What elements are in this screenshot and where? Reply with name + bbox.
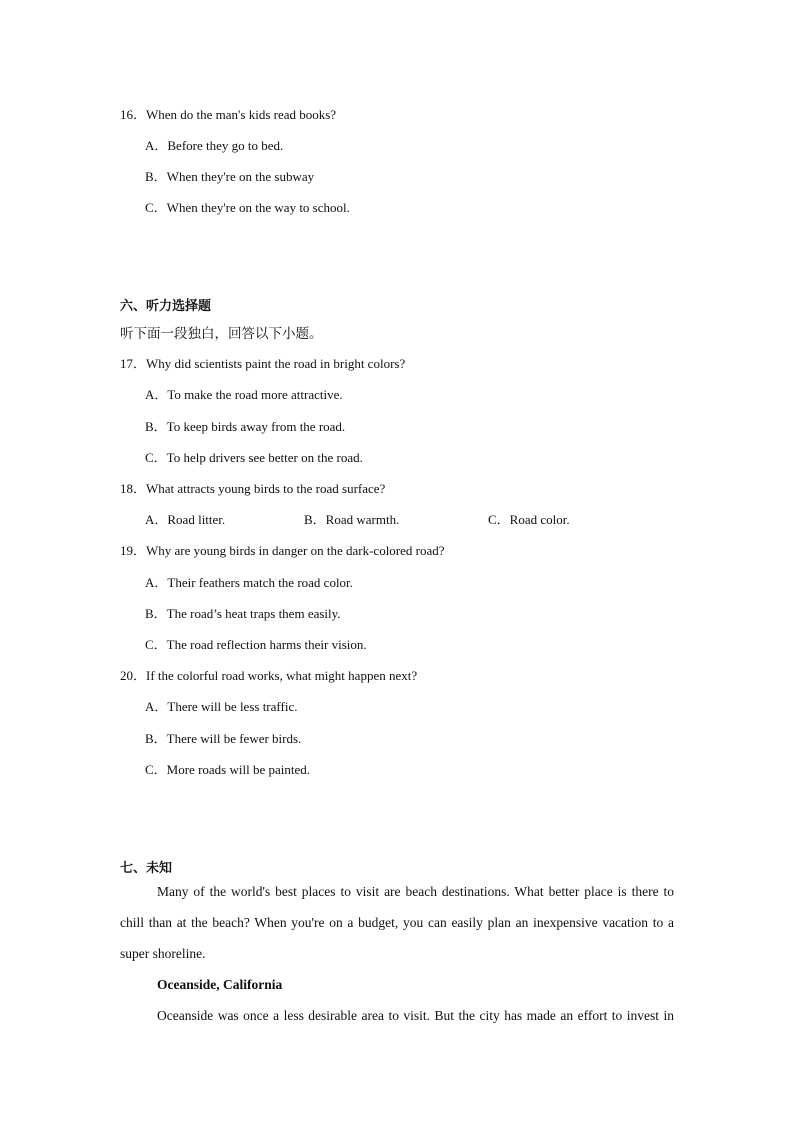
question-19: 19．Why are young birds in danger on the dark-colored road? [120,543,445,558]
q17-option-b: B．To keep birds away from the road. [145,419,346,434]
question-16: 16．When do the man's kids read books? [120,107,337,122]
q19-option-b: B．The road’s heat traps them easily. [145,606,341,621]
q17-option-a: A．To make the road more attractive. [145,387,343,402]
question-17: 17．Why did scientists paint the road in bright colors? [120,356,406,371]
section-6-instruction: 听下面一段独白，回答以下小题。 [120,326,323,341]
q20-option-b: B．There will be fewer birds. [145,731,302,746]
q19-option-a: A．Their feathers match the road color. [145,575,353,590]
q16-option-c: C．When they're on the way to school. [145,200,350,215]
section-7-title: 七、未知 [120,860,173,875]
q18-option-c: C．Road color. [488,512,570,527]
q16-option-b: B．When they're on the subway [145,169,315,184]
q19-option-c: C．The road reflection harms their vision. [145,637,367,652]
q18-option-b: B．Road warmth. [304,512,400,527]
q16-option-a: A．Before they go to bed. [145,138,284,153]
q20-option-c: C．More roads will be painted. [145,762,310,777]
section-6-title: 六、听力选择题 [120,298,212,313]
passage-paragraph-1-line-1: Many of the world's best places to visit are beach destinations. What better place is there to [157,884,674,899]
q17-option-c: C．To help drivers see better on the road. [145,450,363,465]
question-18: 18．What attracts young birds to the road surface? [120,481,386,496]
q20-option-a: A．There will be less traffic. [145,699,298,714]
question-20: 20．If the colorful road works, what might happen next? [120,668,418,683]
passage-paragraph-1-line-3: super shoreline. [120,946,206,961]
q18-option-a: A．Road litter. [145,512,226,527]
passage-paragraph-1-line-2: chill than at the beach? When you're on a budget, you can easily plan an inexpensive vacation to a [120,915,674,930]
passage-paragraph-2-line-1: Oceanside was once a less desirable area to visit. But the city has made an effort to invest in [157,1008,674,1023]
passage-heading-oceanside: Oceanside, California [157,977,283,992]
